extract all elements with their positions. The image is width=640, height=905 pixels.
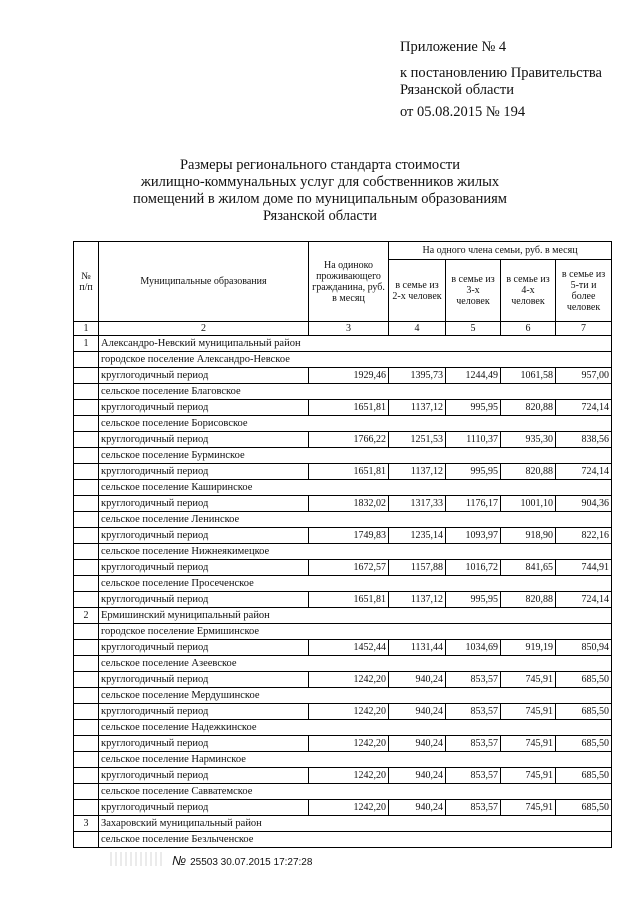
- table-row-district: [74, 336, 612, 352]
- header-family-5plus: в семье из 5-ти и более человек: [556, 260, 612, 322]
- table-row-data: [74, 768, 612, 784]
- settlement-name: сельское поселение Благовское: [99, 384, 612, 400]
- value-cell: 940,24: [389, 736, 446, 752]
- table-row-data: [74, 736, 612, 752]
- period-label: круглогодичный период: [99, 432, 309, 448]
- appendix-title: Приложение № 4: [400, 39, 507, 55]
- settlement-name: сельское поселение Просеченское: [99, 576, 612, 592]
- value-cell: 1749,83: [309, 528, 389, 544]
- colnum-4: 4: [389, 322, 446, 336]
- value-cell: 853,57: [446, 672, 501, 688]
- row-number: [74, 368, 99, 384]
- row-number: [74, 480, 99, 496]
- header-per-member: На одного члена семьи, руб. в месяц: [389, 242, 612, 260]
- period-label: круглогодичный период: [99, 560, 309, 576]
- period-label: круглогодичный период: [99, 592, 309, 608]
- row-number: [74, 704, 99, 720]
- row-number: [74, 624, 99, 640]
- colnum-1: 1: [74, 322, 99, 336]
- row-number: [74, 448, 99, 464]
- value-cell: 1766,22: [309, 432, 389, 448]
- value-cell: 1242,20: [309, 800, 389, 816]
- row-number: [74, 592, 99, 608]
- table-row-settlement: [74, 480, 612, 496]
- table-row-data: [74, 528, 612, 544]
- settlement-name: сельское поселение Мердушинское: [99, 688, 612, 704]
- value-cell: 1251,53: [389, 432, 446, 448]
- table-row-settlement: [74, 752, 612, 768]
- table-row-settlement: [74, 448, 612, 464]
- value-cell: 685,50: [556, 736, 612, 752]
- row-number: [74, 416, 99, 432]
- value-cell: 957,00: [556, 368, 612, 384]
- table-row-data: [74, 560, 612, 576]
- value-cell: 745,91: [501, 704, 556, 720]
- period-label: круглогодичный период: [99, 672, 309, 688]
- value-cell: 1131,44: [389, 640, 446, 656]
- table-row-district: [74, 816, 612, 832]
- row-number: 2: [74, 608, 99, 624]
- value-cell: 1157,88: [389, 560, 446, 576]
- settlement-name: сельское поселение Ленинское: [99, 512, 612, 528]
- resolution-line: к постановлению Правительства: [400, 65, 602, 81]
- row-number: [74, 720, 99, 736]
- value-cell: 1110,37: [446, 432, 501, 448]
- table-row-data: [74, 704, 612, 720]
- period-label: круглогодичный период: [99, 368, 309, 384]
- table-row-settlement: [74, 544, 612, 560]
- table-row-settlement: [74, 624, 612, 640]
- table-row-settlement: [74, 688, 612, 704]
- period-label: круглогодичный период: [99, 400, 309, 416]
- value-cell: 685,50: [556, 704, 612, 720]
- value-cell: 820,88: [501, 592, 556, 608]
- period-label: круглогодичный период: [99, 528, 309, 544]
- settlement-name: сельское поселение Безлыченское: [99, 832, 612, 848]
- value-cell: 853,57: [446, 736, 501, 752]
- value-cell: 724,14: [556, 592, 612, 608]
- value-cell: 935,30: [501, 432, 556, 448]
- value-cell: 850,94: [556, 640, 612, 656]
- value-cell: 904,36: [556, 496, 612, 512]
- table-row-data: [74, 496, 612, 512]
- value-cell: 745,91: [501, 800, 556, 816]
- scan-smudge: [110, 852, 162, 866]
- table-row-data: [74, 464, 612, 480]
- settlement-name: сельское поселение Нарминское: [99, 752, 612, 768]
- settlement-name: городское поселение Александро-Невское: [99, 352, 612, 368]
- value-cell: 1137,12: [389, 400, 446, 416]
- header-num: № п/п: [74, 242, 99, 322]
- value-cell: 853,57: [446, 800, 501, 816]
- colnum-6: 6: [501, 322, 556, 336]
- header-municipality: Муниципальные образования: [99, 242, 309, 322]
- title-line-4: Рязанской области: [263, 208, 377, 224]
- row-number: [74, 464, 99, 480]
- table-row-data: [74, 672, 612, 688]
- date-line: от 05.08.2015 № 194: [400, 104, 526, 120]
- value-cell: 724,14: [556, 464, 612, 480]
- row-number: [74, 768, 99, 784]
- table-row-data: [74, 640, 612, 656]
- period-label: круглогодичный период: [99, 704, 309, 720]
- row-number: [74, 800, 99, 816]
- value-cell: 841,65: [501, 560, 556, 576]
- value-cell: 745,91: [501, 736, 556, 752]
- value-cell: 1832,02: [309, 496, 389, 512]
- row-number: [74, 752, 99, 768]
- value-cell: 1242,20: [309, 768, 389, 784]
- row-number: [74, 576, 99, 592]
- value-cell: 1137,12: [389, 592, 446, 608]
- row-number: [74, 496, 99, 512]
- value-cell: 940,24: [389, 672, 446, 688]
- table-row-data: [74, 368, 612, 384]
- district-name: Ермишинский муниципальный район: [99, 608, 612, 624]
- value-cell: 853,57: [446, 704, 501, 720]
- title-line-1: Размеры регионального стандарта стоимости: [179, 157, 461, 173]
- row-number: [74, 528, 99, 544]
- value-cell: 995,95: [446, 592, 501, 608]
- period-label: круглогодичный период: [99, 464, 309, 480]
- settlement-name: сельское поселение Нижнеякимецкое: [99, 544, 612, 560]
- value-cell: 685,50: [556, 800, 612, 816]
- table-row-settlement: [74, 720, 612, 736]
- value-cell: 745,91: [501, 768, 556, 784]
- period-label: круглогодичный период: [99, 736, 309, 752]
- table-row-settlement: [74, 352, 612, 368]
- value-cell: 724,14: [556, 400, 612, 416]
- table-row-data: [74, 400, 612, 416]
- value-cell: 1176,17: [446, 496, 501, 512]
- period-label: круглогодичный период: [99, 800, 309, 816]
- value-cell: 1651,81: [309, 464, 389, 480]
- table-row-data: [74, 800, 612, 816]
- row-number: [74, 560, 99, 576]
- settlement-name: сельское поселение Азеевское: [99, 656, 612, 672]
- value-cell: 822,16: [556, 528, 612, 544]
- settlement-name: сельское поселение Бурминское: [99, 448, 612, 464]
- value-cell: 1242,20: [309, 672, 389, 688]
- value-cell: 1452,44: [309, 640, 389, 656]
- value-cell: 919,19: [501, 640, 556, 656]
- table-row-settlement: [74, 576, 612, 592]
- value-cell: 940,24: [389, 704, 446, 720]
- value-cell: 1137,12: [389, 464, 446, 480]
- table-row-settlement: [74, 384, 612, 400]
- document-title: [100, 157, 540, 225]
- header-single: На одиноко проживающего гражданина, руб. в месяц: [309, 242, 389, 322]
- title-line-3: помещений в жилом доме по муниципальным образованиям: [133, 191, 507, 207]
- settlement-name: городское поселение Ермишинское: [99, 624, 612, 640]
- period-label: круглогодичный период: [99, 640, 309, 656]
- table-row-settlement: [74, 656, 612, 672]
- value-cell: 1093,97: [446, 528, 501, 544]
- row-number: 3: [74, 816, 99, 832]
- value-cell: 1235,14: [389, 528, 446, 544]
- row-number: [74, 656, 99, 672]
- period-label: круглогодичный период: [99, 496, 309, 512]
- value-cell: 995,95: [446, 464, 501, 480]
- number-mark: №: [172, 853, 187, 868]
- period-label: круглогодичный период: [99, 768, 309, 784]
- value-cell: 1929,46: [309, 368, 389, 384]
- stamp-text: 25503 30.07.2015 17:27:28: [190, 857, 313, 868]
- row-number: [74, 832, 99, 848]
- colnum-2: 2: [99, 322, 309, 336]
- row-number: [74, 384, 99, 400]
- value-cell: 1061,58: [501, 368, 556, 384]
- table-row-settlement: [74, 784, 612, 800]
- row-number: [74, 672, 99, 688]
- value-cell: 685,50: [556, 672, 612, 688]
- row-number: [74, 352, 99, 368]
- district-name: Захаровский муниципальный район: [99, 816, 612, 832]
- title-line-2: жилищно-коммунальных услуг для собственников жилых: [140, 174, 500, 190]
- table-body: [74, 336, 612, 848]
- value-cell: 1395,73: [389, 368, 446, 384]
- row-number: [74, 432, 99, 448]
- value-cell: 1034,69: [446, 640, 501, 656]
- value-cell: 940,24: [389, 768, 446, 784]
- district-name: Александро-Невский муниципальный район: [99, 336, 612, 352]
- standards-table: [73, 241, 612, 848]
- table-row-district: [74, 608, 612, 624]
- registration-stamp: [172, 853, 312, 868]
- value-cell: 745,91: [501, 672, 556, 688]
- value-cell: 1672,57: [309, 560, 389, 576]
- header-family-4: в семье из 4-х человек: [501, 260, 556, 322]
- row-number: [74, 784, 99, 800]
- header-family-3: в семье из 3-х человек: [446, 260, 501, 322]
- table-row-data: [74, 592, 612, 608]
- value-cell: 838,56: [556, 432, 612, 448]
- row-number: [74, 512, 99, 528]
- value-cell: 820,88: [501, 464, 556, 480]
- row-number: [74, 736, 99, 752]
- value-cell: 1651,81: [309, 592, 389, 608]
- value-cell: 918,90: [501, 528, 556, 544]
- table-row-settlement: [74, 416, 612, 432]
- table-row-data: [74, 432, 612, 448]
- value-cell: 1001,10: [501, 496, 556, 512]
- settlement-name: сельское поселение Борисовское: [99, 416, 612, 432]
- settlement-name: сельское поселение Надежкинское: [99, 720, 612, 736]
- value-cell: 685,50: [556, 768, 612, 784]
- value-cell: 1016,72: [446, 560, 501, 576]
- region-line: Рязанской области: [400, 82, 514, 98]
- value-cell: 1242,20: [309, 736, 389, 752]
- row-number: 1: [74, 336, 99, 352]
- table-row-settlement: [74, 512, 612, 528]
- colnum-7: 7: [556, 322, 612, 336]
- row-number: [74, 688, 99, 704]
- colnum-3: 3: [309, 322, 389, 336]
- column-number-row: [74, 322, 612, 336]
- colnum-5: 5: [446, 322, 501, 336]
- value-cell: 853,57: [446, 768, 501, 784]
- header-family-2: в семье из 2-х человек: [389, 260, 446, 322]
- row-number: [74, 544, 99, 560]
- settlement-name: сельское поселение Савватемское: [99, 784, 612, 800]
- value-cell: 940,24: [389, 800, 446, 816]
- value-cell: 1317,33: [389, 496, 446, 512]
- value-cell: 820,88: [501, 400, 556, 416]
- settlement-name: сельское поселение Каширинское: [99, 480, 612, 496]
- value-cell: 995,95: [446, 400, 501, 416]
- row-number: [74, 400, 99, 416]
- row-number: [74, 640, 99, 656]
- value-cell: 1244,49: [446, 368, 501, 384]
- value-cell: 1242,20: [309, 704, 389, 720]
- table-row-settlement: [74, 832, 612, 848]
- value-cell: 744,91: [556, 560, 612, 576]
- value-cell: 1651,81: [309, 400, 389, 416]
